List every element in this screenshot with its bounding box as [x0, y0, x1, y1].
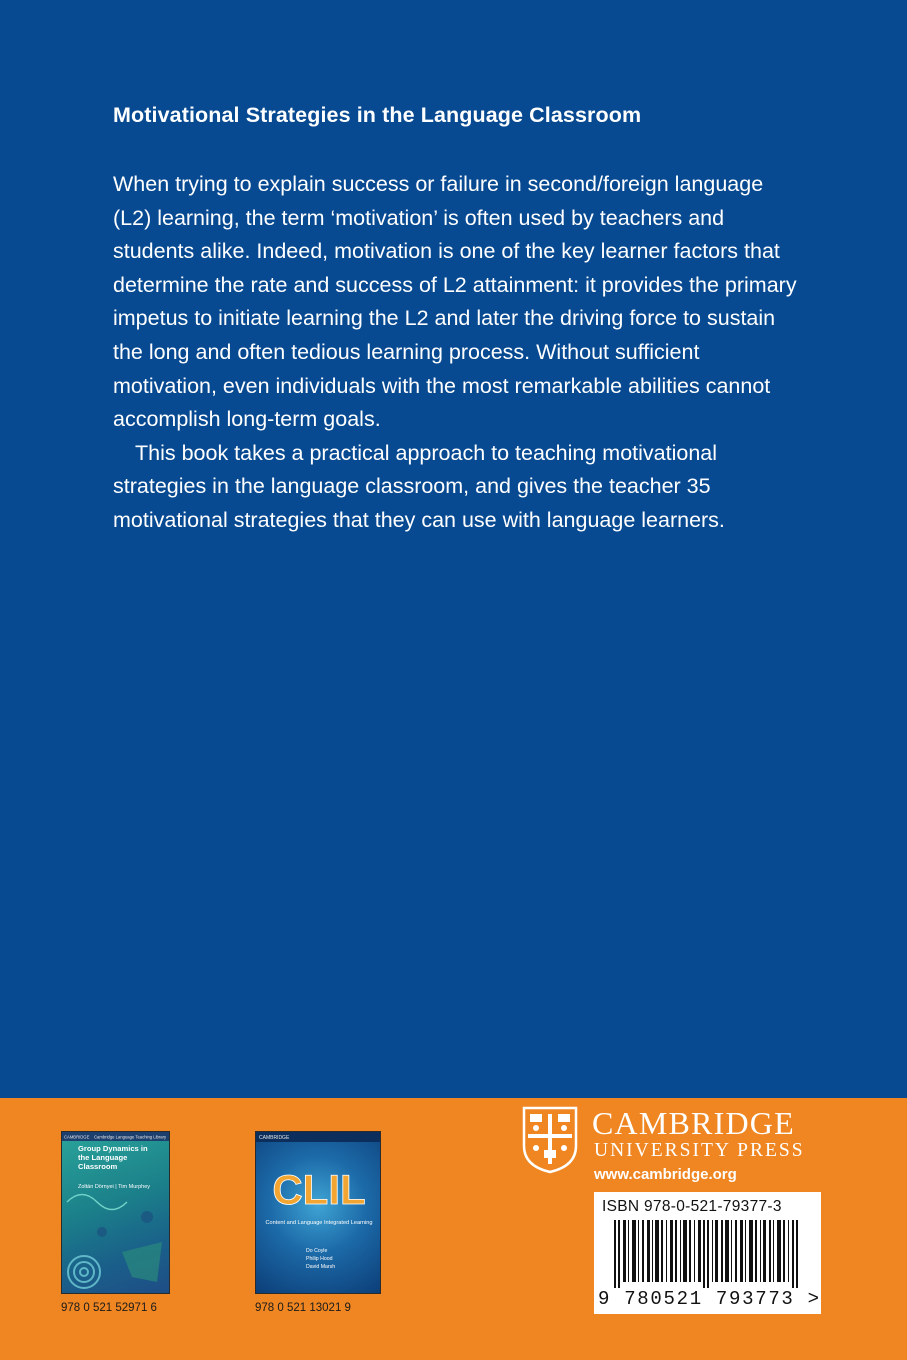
isbn-barcode-box	[594, 1192, 821, 1314]
cambridge-crest-icon	[522, 1106, 578, 1174]
barcode-icon	[614, 1220, 804, 1288]
cover-publisher-tag: CAMBRIDGE	[259, 1135, 290, 1141]
publisher-name: CAMBRIDGE	[592, 1105, 795, 1141]
description-paragraph-2: This book takes a practical approach to teaching motivational strategies in the language classroom, and gives the teacher 35 motivational strategies that they can use with language learners.	[113, 440, 725, 532]
related-book-cover-group-dynamics	[61, 1131, 170, 1294]
thumb1-authors: Zoltán Dörnyei | Tim Murphey	[78, 1184, 151, 1190]
publisher-website-link[interactable]: www.cambridge.org	[594, 1166, 737, 1183]
clil-author-3: David Marsh	[306, 1264, 336, 1270]
clil-author-1: Do Coyle	[306, 1248, 328, 1254]
clil-subtitle: Content and Language Integrated Learning	[265, 1220, 373, 1226]
cover-publisher-tag: CAMBRIDGE	[64, 1134, 90, 1140]
related-book-isbn-2: 978 0 521 13021 9	[255, 1302, 351, 1314]
clil-author-2: Philip Hood	[306, 1256, 333, 1262]
barcode-isbn-label: ISBN 978-0-521-79377-3	[602, 1198, 782, 1215]
thumb1-title: Group Dynamics in the Language Classroom	[78, 1144, 148, 1171]
book-title: Motivational Strategies in the Language Classroom	[113, 103, 642, 127]
description-paragraph-1: When trying to explain success or failure in second/foreign language (L2) learning, the term ‘motivation’ is often used by teachers and students alike. Indeed, motivation is one of the key learner factors that determine the rate and success of L2 attainment: it provides the primary impetus to initiate learning the L2 and later the driving force to sustain the long and often tedious learning process. Without sufficient motivation, even individuals with the most remarkable abilities cannot accomplish long-term goals.	[113, 172, 797, 432]
cover-series-label: Cambridge Language Teaching Library	[94, 1134, 167, 1140]
publisher-press: UNIVERSITY PRESS	[594, 1140, 805, 1161]
related-book-cover-clil	[255, 1131, 381, 1294]
book-description	[113, 168, 803, 538]
cover-art-clil	[256, 1132, 381, 1294]
clil-logo-text: CLIL	[272, 1166, 366, 1213]
barcode-digits: 9 780521 793773 >	[598, 1288, 821, 1310]
related-book-isbn-1: 978 0 521 52971 6	[61, 1302, 157, 1314]
